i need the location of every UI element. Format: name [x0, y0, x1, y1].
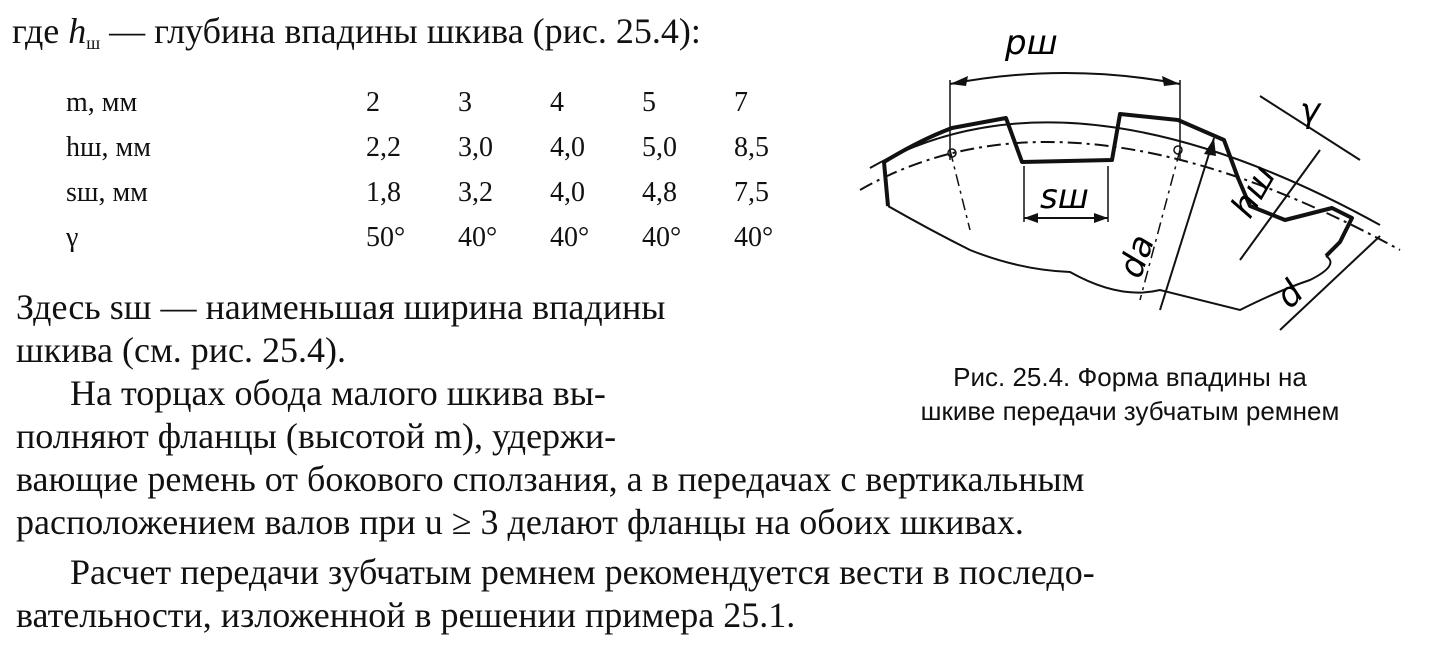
arrowhead — [1094, 213, 1108, 223]
cell: 3 — [458, 86, 472, 118]
figure-caption — [850, 360, 1410, 428]
cell: 40° — [550, 221, 590, 253]
text-line: расположением валов при u ≥ 3 делают фланцы на обоих шкивах. — [16, 502, 1024, 542]
cell: 1,8 — [366, 176, 401, 208]
label-pitch: pш — [1005, 23, 1058, 63]
radius-da-line — [1160, 138, 1214, 310]
groove-profile — [884, 114, 1352, 256]
paragraph-calculation — [16, 551, 1416, 637]
break-line — [888, 206, 1330, 310]
cell: 2,2 — [366, 131, 401, 163]
row-label: γ — [66, 221, 79, 253]
intro-line — [12, 10, 701, 54]
row-label: m, мм — [66, 86, 138, 118]
intro-suffix: — глубина впадины шкива (рис. 25.4): — [100, 11, 701, 51]
caption-line: Рис. 25.4. Форма впадины на — [953, 362, 1307, 392]
pitch-dimension-arc — [950, 73, 1180, 84]
cell: 50° — [366, 221, 406, 253]
cell: 4,0 — [550, 131, 585, 163]
intro-prefix: где — [12, 11, 60, 51]
arrowhead — [1024, 213, 1038, 223]
cell: 7,5 — [734, 176, 769, 208]
label-width: sш — [1040, 177, 1089, 217]
pulley-groove-figure — [840, 10, 1420, 350]
text-line: На торцах обода малого шкива вы- — [70, 373, 606, 413]
cell: 4,0 — [550, 176, 585, 208]
caption-line: шкиве передачи зубчатым ремнем — [920, 396, 1340, 426]
row-label: hш, мм — [66, 131, 151, 163]
cell: 40° — [734, 221, 774, 253]
cell: 2 — [366, 86, 380, 118]
text-line: шкива (см. рис. 25.4). — [16, 330, 346, 370]
cell: 4 — [550, 86, 564, 118]
cell: 5 — [642, 86, 656, 118]
pitch-point — [1174, 146, 1182, 154]
cell: 7 — [734, 86, 748, 118]
text-line: вательности, изложенной в решении примера 25.1. — [16, 595, 796, 635]
cell: 3,0 — [458, 131, 493, 163]
parameters-table — [66, 80, 826, 260]
table-row — [66, 80, 826, 125]
text-line: вающие ремень от бокового сползания, а в передачах с вертикальным — [16, 459, 1085, 499]
cell: 40° — [458, 221, 498, 253]
row-label: sш, мм — [66, 176, 148, 208]
table-row — [66, 170, 826, 215]
label-depth: hш — [1223, 158, 1285, 225]
text-line: Расчет передачи зубчатым ремнем рекомендуется вести в последо- — [70, 552, 1095, 592]
cell: 8,5 — [734, 131, 769, 163]
table-row — [66, 125, 826, 170]
cell: 40° — [642, 221, 682, 253]
cell: 3,2 — [458, 176, 493, 208]
text-line: полняют фланцы (высотой m), удержи- — [16, 416, 617, 456]
table-row — [66, 215, 826, 260]
cell: 4,8 — [642, 176, 677, 208]
label-angle: γ — [1300, 91, 1321, 131]
intro-symbol: $h_ш$ — [68, 11, 101, 53]
label-da: da — [1110, 229, 1163, 284]
arrowhead — [1204, 138, 1216, 156]
paragraph-definition — [16, 286, 806, 372]
label-d: d — [1268, 272, 1312, 317]
cell: 5,0 — [642, 131, 677, 163]
center-line — [950, 150, 970, 230]
text-line: Здесь sш — наименьшая ширина впадины — [16, 287, 666, 327]
